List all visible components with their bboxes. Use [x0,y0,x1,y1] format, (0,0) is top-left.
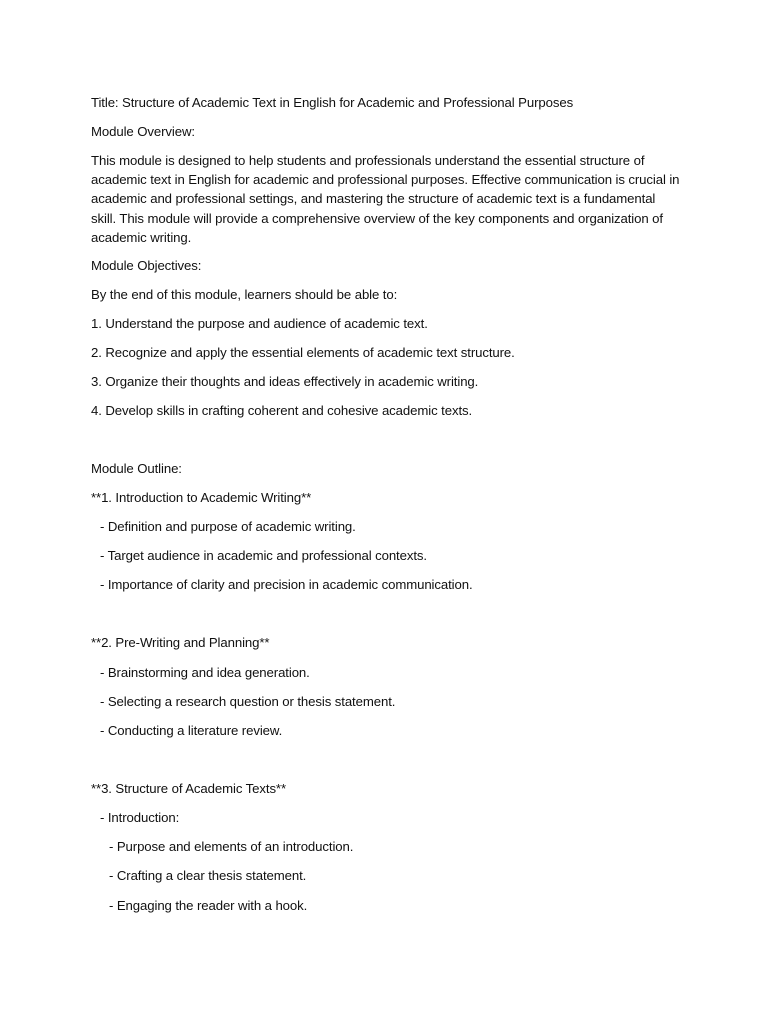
section-item: - Importance of clarity and precision in academic communication. [100,577,473,592]
section-item: - Selecting a research question or thesis statement. [100,694,396,709]
section-subitem: - Crafting a clear thesis statement. [109,868,307,883]
objective-item: 4. Develop skills in crafting coherent and cohesive academic texts. [91,403,473,418]
section-item: - Definition and purpose of academic writing. [100,519,356,534]
section-item: - Target audience in academic and professional contexts. [100,548,427,563]
section-heading: **1. Introduction to Academic Writing** [91,490,312,505]
objective-item: 2. Recognize and apply the essential elements of academic text structure. [91,345,515,360]
section-subitem: - Purpose and elements of an introduction. [109,839,354,854]
section-subitem: - Engaging the reader with a hook. [109,898,308,913]
objectives-intro: By the end of this module, learners should be able to: [91,287,398,302]
overview-heading: Module Overview: [91,124,195,139]
document-title: Title: Structure of Academic Text in English for Academic and Professional Purposes [91,95,574,110]
section-item: - Brainstorming and idea generation. [100,665,310,680]
section-heading: **3. Structure of Academic Texts** [91,781,286,796]
section-item: - Introduction: [100,810,180,825]
section-item: - Conducting a literature review. [100,723,283,738]
objective-item: 1. Understand the purpose and audience of academic text. [91,316,428,331]
objective-item: 3. Organize their thoughts and ideas effectively in academic writing. [91,374,479,389]
outline-heading: Module Outline: [91,461,182,476]
objectives-heading: Module Objectives: [91,258,202,273]
section-heading: **2. Pre-Writing and Planning** [91,635,270,650]
overview-paragraph: This module is designed to help students and professionals understand the essential structure of academic text in English for academic and professional purposes. Effective communication is crucial in academic and professional settings, and mastering the structure of academic text is a fundamental skill. This module will provide a comprehensive overview of the key components and organization of academic writing. [91,153,680,245]
